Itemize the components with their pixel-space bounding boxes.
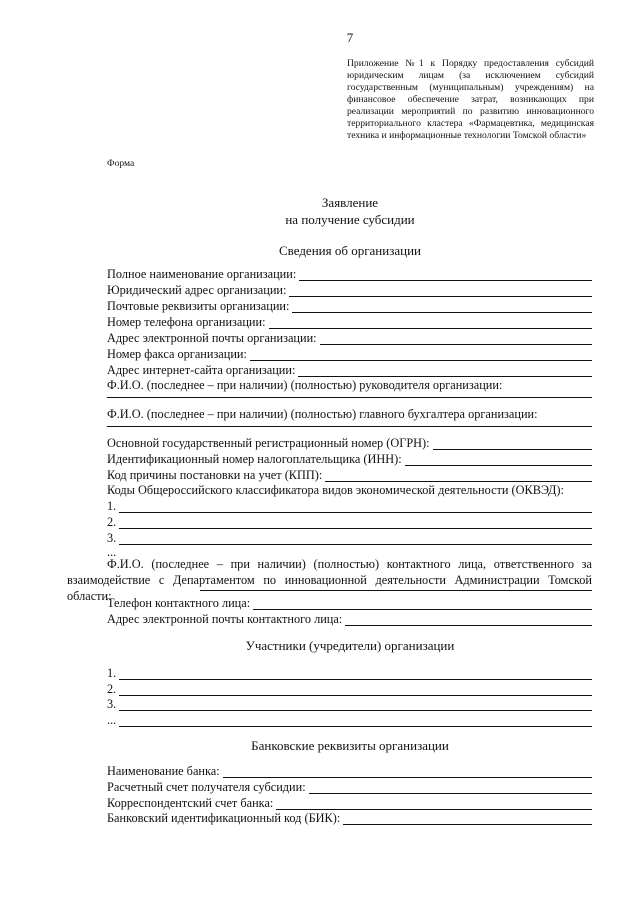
participant-item[interactable] [107, 682, 592, 696]
field-blank[interactable] [433, 438, 592, 450]
field-blank[interactable] [325, 470, 592, 482]
field-okved [107, 483, 592, 497]
contact-person-blank[interactable] [200, 590, 592, 591]
field-blank[interactable] [253, 598, 592, 610]
field-blank[interactable] [345, 614, 592, 626]
field-blank[interactable] [289, 285, 592, 297]
field-blank[interactable] [309, 782, 592, 794]
field-blank[interactable] [250, 349, 592, 361]
field-director [107, 378, 592, 392]
section-heading-bank: Банковские реквизиты организации [251, 738, 449, 753]
field-blank[interactable] [119, 699, 592, 711]
field-blank[interactable] [269, 317, 593, 329]
field-phone[interactable] [107, 315, 592, 329]
field-label: Наименование банка: [107, 764, 220, 778]
field-label: Расчетный счет получателя субсидии: [107, 780, 306, 794]
okved-item[interactable] [107, 515, 592, 529]
document-subtitle: на получение субсидии [285, 212, 415, 227]
field-label: Код причины постановки на учет (КПП): [107, 468, 323, 482]
page-number: 7 [346, 30, 354, 45]
item-number: ... [107, 545, 117, 559]
field-ogrn[interactable] [107, 436, 592, 450]
field-label: Ф.И.О. (последнее – при наличии) (полностью) главного бухгалтера организации: [107, 407, 538, 421]
field-label: Адрес интернет-сайта организации: [107, 363, 296, 377]
field-blank[interactable] [276, 798, 592, 810]
field-website[interactable] [107, 363, 592, 377]
field-inn[interactable] [107, 452, 592, 466]
field-blank[interactable] [299, 269, 592, 281]
field-label: Номер факса организации: [107, 347, 247, 361]
form-label: Форма [107, 158, 135, 169]
field-label: Адрес электронной почты контактного лица: [107, 612, 343, 626]
document-title: Заявление [321, 195, 379, 210]
field-blank[interactable] [119, 684, 592, 696]
field-bank-name[interactable] [107, 764, 592, 778]
field-accountant [107, 407, 592, 421]
field-label: Коды Общероссийского классификатора видов экономической деятельности (ОКВЭД): [107, 483, 564, 497]
item-number: 2. [107, 515, 117, 529]
item-number: 3. [107, 531, 117, 545]
field-blank[interactable] [298, 365, 592, 377]
field-blank[interactable] [119, 501, 592, 513]
field-bik[interactable] [107, 811, 592, 825]
field-blank[interactable] [119, 533, 592, 545]
item-number: 1. [107, 666, 117, 680]
field-full-name[interactable] [107, 267, 592, 281]
field-email[interactable] [107, 331, 592, 345]
field-label: Идентификационный номер налогоплательщика (ИНН): [107, 452, 402, 466]
field-blank[interactable] [320, 333, 592, 345]
field-label: Корреспондентский счет банка: [107, 796, 274, 810]
participant-item[interactable] [107, 713, 592, 727]
section-heading-participants: Участники (учредители) организации [245, 638, 455, 653]
item-number: ... [107, 713, 117, 727]
field-label: Ф.И.О. (последнее – при наличии) (полностью) руководителя организации: [107, 378, 503, 392]
field-label: Адрес электронной почты организации: [107, 331, 317, 345]
field-postal[interactable] [107, 299, 592, 313]
field-blank[interactable] [119, 668, 592, 680]
field-accountant-blank[interactable] [107, 426, 592, 427]
field-label: Банковский идентификационный код (БИК): [107, 811, 341, 825]
appendix-note: Приложение №1 к Порядку предоставления субсидий юридическим лицам (за исключением субсидий государственным (муниципальным) учреждениям) на финансовое обеспечение затрат, возникающих при реализации мероприятий по развитию инновационного территориального кластера «Фармацевтика, медицинская техника и информационные технологии Томской области» [347, 58, 594, 141]
okved-item[interactable] [107, 531, 592, 545]
item-number: 1. [107, 499, 117, 513]
participant-item[interactable] [107, 666, 592, 680]
field-blank[interactable] [292, 301, 592, 313]
field-corr-account[interactable] [107, 796, 592, 810]
item-number: 3. [107, 697, 117, 711]
field-kpp[interactable] [107, 468, 592, 482]
field-account[interactable] [107, 780, 592, 794]
field-label: Полное наименование организации: [107, 267, 297, 281]
field-fax[interactable] [107, 347, 592, 361]
field-blank[interactable] [119, 715, 592, 727]
field-label: Почтовые реквизиты организации: [107, 299, 290, 313]
item-number: 2. [107, 682, 117, 696]
field-label: Номер телефона организации: [107, 315, 266, 329]
contact-person-label: Ф.И.О. (последнее – при наличии) (полностью) контактного лица, ответственного за взаимодействие с Департаментом по инновационной деятельности Администрации Томской области: [67, 557, 592, 603]
field-label: Юридический адрес организации: [107, 283, 287, 297]
okved-item[interactable] [107, 499, 592, 513]
field-contact-email[interactable] [107, 612, 592, 626]
field-blank[interactable] [343, 813, 592, 825]
field-label: Основной государственный регистрационный номер (ОГРН): [107, 436, 430, 450]
field-blank[interactable] [119, 517, 592, 529]
field-label: Телефон контактного лица: [107, 596, 251, 610]
field-contact-phone[interactable] [107, 596, 592, 610]
field-blank[interactable] [223, 766, 592, 778]
field-blank[interactable] [405, 454, 592, 466]
field-director-blank[interactable] [107, 397, 592, 398]
section-heading-organization: Сведения об организации [278, 243, 422, 258]
participant-item[interactable] [107, 697, 592, 711]
field-legal-address[interactable] [107, 283, 592, 297]
